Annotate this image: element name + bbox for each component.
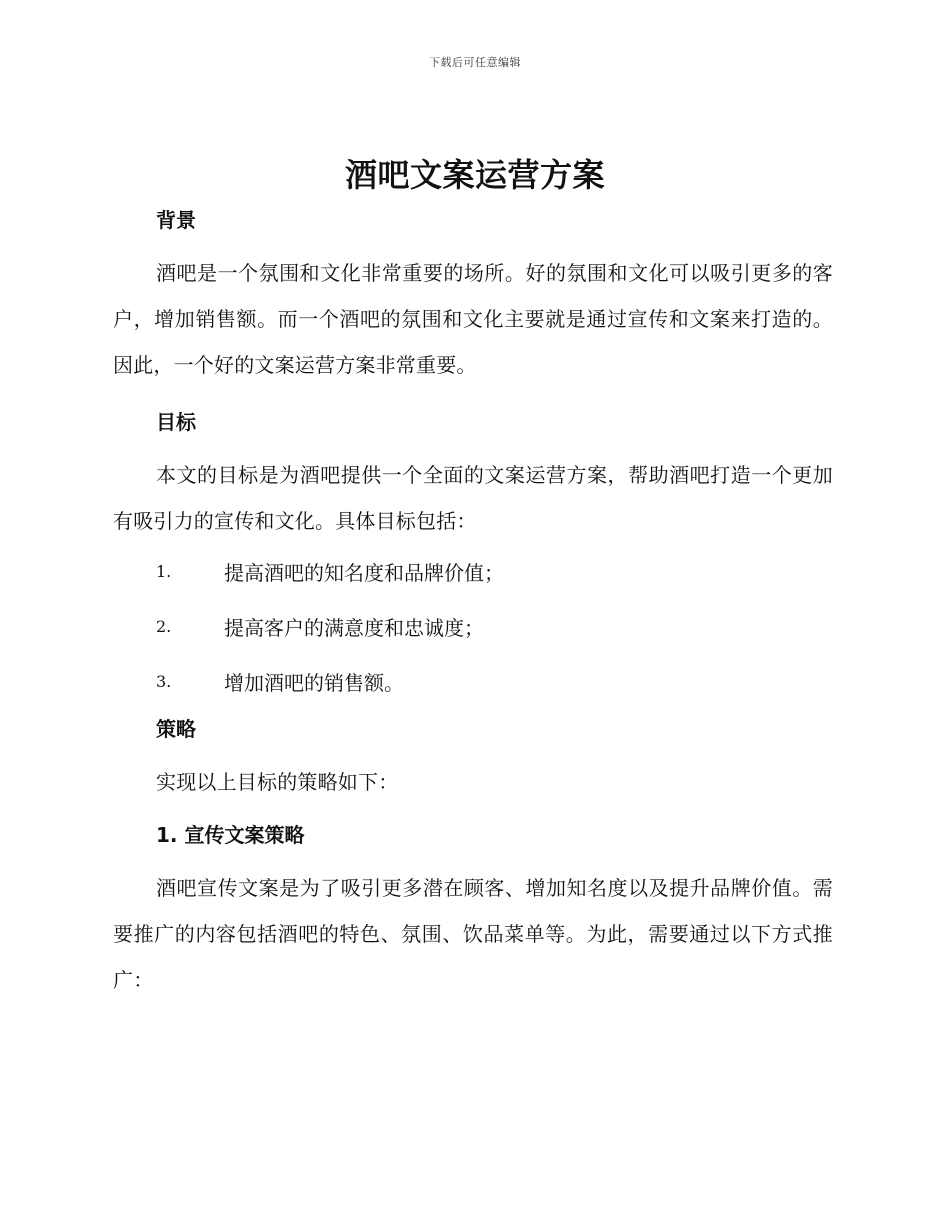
document-body — [113, 200, 833, 1003]
document-title: 酒吧文案运营方案 — [344, 156, 605, 194]
list-item-text: 增加酒吧的销售额。 — [224, 671, 404, 695]
list-item — [113, 654, 833, 709]
section-heading-strategy: 策略 — [156, 717, 196, 741]
section-heading-background: 背景 — [156, 208, 196, 232]
list-item-number: 2. — [156, 617, 172, 636]
section-heading-goals: 目标 — [156, 410, 196, 434]
list-item — [113, 544, 833, 599]
goals-list — [113, 544, 833, 709]
header-note: 下载后可任意编辑 — [429, 56, 521, 69]
list-item-number: 3. — [156, 672, 172, 691]
list-item-number: 1. — [156, 562, 172, 581]
sub-heading-promotion-strategy: 1. 宣传文案策略 — [156, 823, 305, 847]
promotion-strategy-paragraph: 酒吧宣传文案是为了吸引更多潜在顾客、增加知名度以及提升品牌价值。需要推广的内容包括酒吧的特色、氛围、饮品菜单等。为此，需要通过以下方式推广： — [113, 876, 833, 992]
list-item — [113, 599, 833, 654]
list-item-text: 提高客户的满意度和忠诚度； — [224, 616, 484, 640]
list-item-text: 提高酒吧的知名度和品牌价值； — [224, 561, 504, 585]
background-paragraph: 酒吧是一个氛围和文化非常重要的场所。好的氛围和文化可以吸引更多的客户，增加销售额。而一个酒吧的氛围和文化主要就是通过宣传和文案来打造的。因此，一个好的文案运营方案非常重要。 — [113, 261, 833, 377]
goals-paragraph: 本文的目标是为酒吧提供一个全面的文案运营方案，帮助酒吧打造一个更加有吸引力的宣传和文化。具体目标包括： — [113, 463, 833, 533]
strategy-intro-paragraph: 实现以上目标的策略如下： — [156, 770, 399, 794]
